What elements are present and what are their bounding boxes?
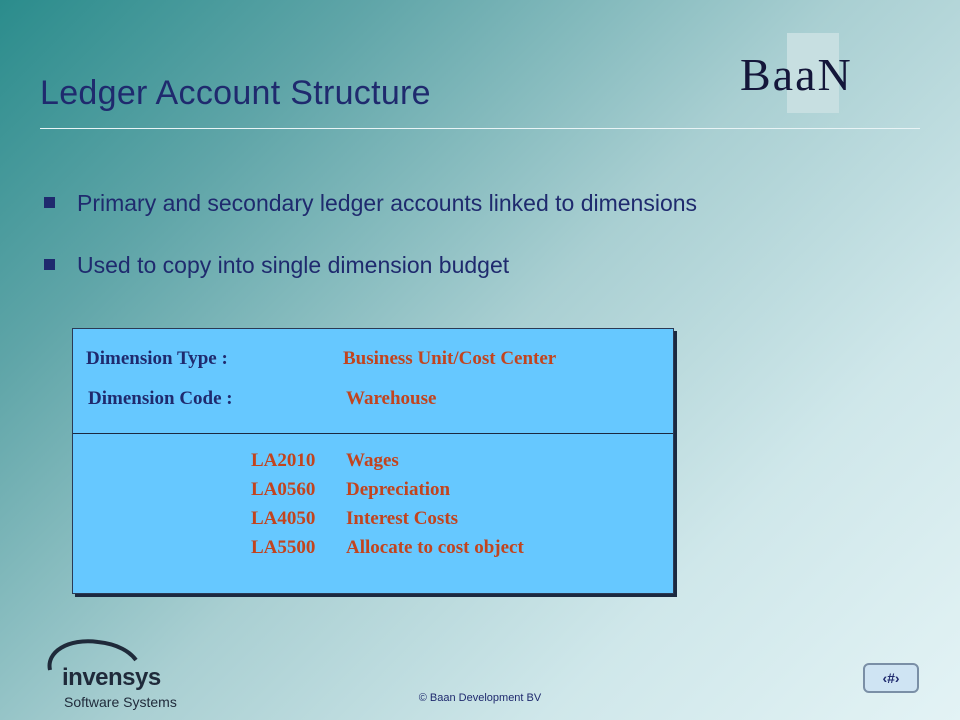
bullet-square-icon bbox=[44, 259, 55, 270]
title-divider bbox=[40, 128, 920, 129]
baan-logo: BaaN bbox=[740, 49, 853, 100]
dimension-panel bbox=[72, 328, 674, 594]
dimension-code-label: Dimension Code : bbox=[88, 388, 233, 409]
account-name: Depreciation bbox=[346, 479, 451, 500]
bullet-text: Used to copy into single dimension budget bbox=[77, 252, 510, 278]
slide-title: Ledger Account Structure bbox=[40, 74, 431, 112]
copyright-text: © Baan Development BV bbox=[418, 692, 542, 704]
account-code: LA4050 bbox=[251, 508, 316, 529]
bullet-item bbox=[44, 252, 509, 279]
dimension-type-label: Dimension Type : bbox=[86, 348, 228, 369]
page-number-button[interactable]: ‹#› bbox=[863, 663, 919, 693]
dimension-type-value: Business Unit/Cost Center bbox=[343, 348, 557, 369]
bullet-square-icon bbox=[44, 197, 55, 208]
account-code: LA5500 bbox=[251, 537, 316, 558]
bullet-text: Primary and secondary ledger accounts linked to dimensions bbox=[77, 190, 698, 216]
account-name: Wages bbox=[346, 450, 399, 471]
invensys-logo: invensys bbox=[62, 664, 161, 691]
account-code: LA2010 bbox=[251, 450, 316, 471]
invensys-subtitle: Software Systems bbox=[64, 694, 177, 710]
dimension-code-value: Warehouse bbox=[346, 388, 437, 409]
account-name: Allocate to cost object bbox=[346, 537, 524, 558]
bullet-item bbox=[44, 190, 697, 217]
panel-divider bbox=[73, 433, 673, 434]
account-code: LA0560 bbox=[251, 479, 316, 500]
account-name: Interest Costs bbox=[346, 508, 459, 529]
